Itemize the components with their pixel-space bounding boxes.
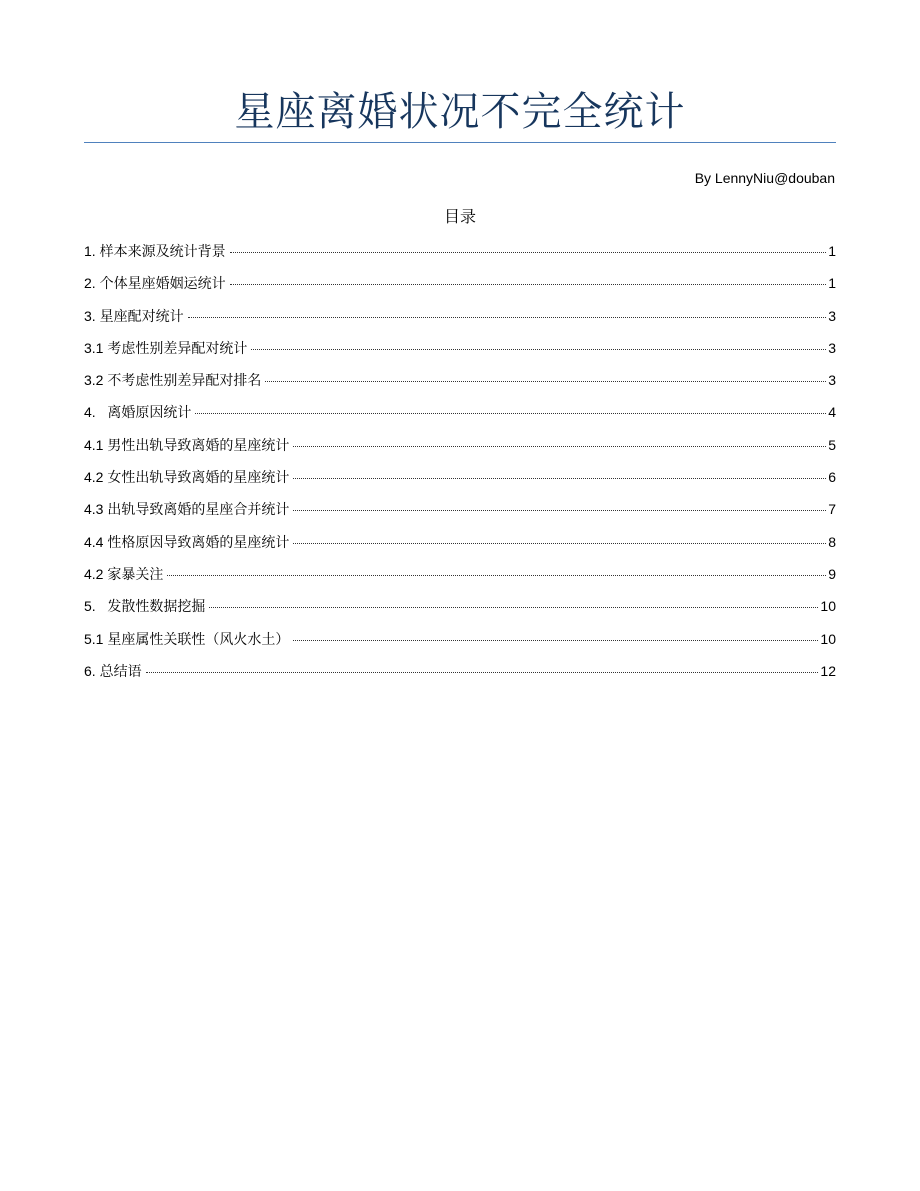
toc-entry-text: 总结语: [99, 663, 142, 680]
toc-entry-page: 12: [820, 662, 836, 679]
toc-entry-number: 4.4: [84, 533, 104, 550]
toc-entry-text: 女性出轨导致离婚的星座统计: [107, 470, 290, 487]
toc-entry-page: 3: [828, 307, 836, 324]
toc-entry-text: 星座配对统计: [99, 308, 184, 325]
toc-entry[interactable]: [84, 629, 836, 661]
author-byline: By LennyNiu@douban: [694, 170, 835, 186]
toc-entry-page: 8: [828, 533, 836, 550]
toc-entry[interactable]: [84, 241, 836, 273]
toc-entry-page: 10: [820, 598, 836, 615]
toc-entry[interactable]: [84, 370, 836, 402]
toc-entry[interactable]: [84, 338, 836, 370]
toc-entry[interactable]: [84, 564, 836, 596]
toc-leader: [230, 284, 827, 285]
toc-entry-page: 4: [828, 404, 836, 421]
toc-entry-page: 3: [828, 372, 836, 389]
toc-entry-page: 5: [828, 436, 836, 453]
table-of-contents: [84, 241, 836, 693]
toc-entry-number: 3.1: [84, 339, 104, 356]
toc-entry-number: 5.: [84, 598, 96, 615]
toc-entry-number: 1.: [84, 243, 96, 259]
toc-entry[interactable]: [84, 273, 836, 305]
toc-entry-page: 10: [820, 630, 836, 647]
toc-entry-number: 6.: [84, 662, 96, 679]
toc-entry-text: 星座属性关联性（风火水土）: [107, 631, 290, 648]
toc-entry-page: 9: [828, 565, 836, 582]
toc-entry-text: 男性出轨导致离婚的星座统计: [107, 437, 290, 454]
toc-entry[interactable]: [84, 435, 836, 467]
toc-entry-text: 考虑性别差异配对统计: [107, 340, 248, 357]
toc-entry-number: 3.: [84, 307, 96, 324]
toc-entry-text: 样本来源及统计背景: [99, 244, 226, 260]
toc-entry-page: 6: [828, 469, 836, 486]
toc-entry[interactable]: [84, 467, 836, 499]
toc-entry-text: 出轨导致离婚的星座合并统计: [107, 502, 290, 519]
toc-entry-number: 4.3: [84, 501, 104, 518]
toc-leader: [230, 252, 827, 253]
toc-leader: [209, 607, 818, 608]
toc-entry[interactable]: [84, 532, 836, 564]
toc-entry-number: 2.: [84, 275, 96, 292]
title-underline: [84, 142, 836, 143]
toc-leader: [293, 478, 826, 479]
toc-entry-text: 发散性数据挖掘: [107, 599, 206, 616]
toc-entry[interactable]: [84, 661, 836, 693]
toc-entry-page: 1: [828, 243, 836, 259]
toc-entry-text: 不考虑性别差异配对排名: [107, 373, 262, 390]
toc-entry-page: 1: [828, 275, 836, 292]
toc-entry-text: 离婚原因统计: [107, 405, 192, 422]
toc-entry-page: 3: [828, 339, 836, 356]
toc-entry-text: 个体星座婚姻运统计: [99, 276, 226, 293]
toc-leader: [146, 672, 819, 673]
toc-entry[interactable]: [84, 306, 836, 338]
toc-leader: [167, 575, 826, 576]
toc-entry-number: 3.2: [84, 372, 104, 389]
toc-leader: [265, 381, 826, 382]
toc-entry-number: 4.1: [84, 436, 104, 453]
document-title: 星座离婚状况不完全统计: [234, 89, 686, 135]
toc-entry[interactable]: [84, 596, 836, 628]
toc-leader: [251, 349, 826, 350]
toc-entry-number: 4.2: [84, 469, 104, 486]
toc-entry-text: 家暴关注: [107, 566, 164, 583]
toc-heading: 目录: [443, 207, 476, 226]
toc-leader: [188, 317, 827, 318]
toc-leader: [293, 543, 826, 544]
toc-entry-number: 5.1: [84, 630, 104, 647]
toc-entry-text: 性格原因导致离婚的星座统计: [107, 534, 290, 551]
toc-leader: [293, 446, 826, 447]
toc-entry-number: 4.: [84, 404, 96, 421]
toc-leader: [293, 510, 826, 511]
toc-entry-number: 4.2: [84, 565, 104, 582]
toc-leader: [293, 640, 818, 641]
toc-entry-page: 7: [828, 501, 836, 518]
toc-entry[interactable]: [84, 499, 836, 531]
toc-entry[interactable]: [84, 402, 836, 434]
toc-leader: [195, 413, 826, 414]
